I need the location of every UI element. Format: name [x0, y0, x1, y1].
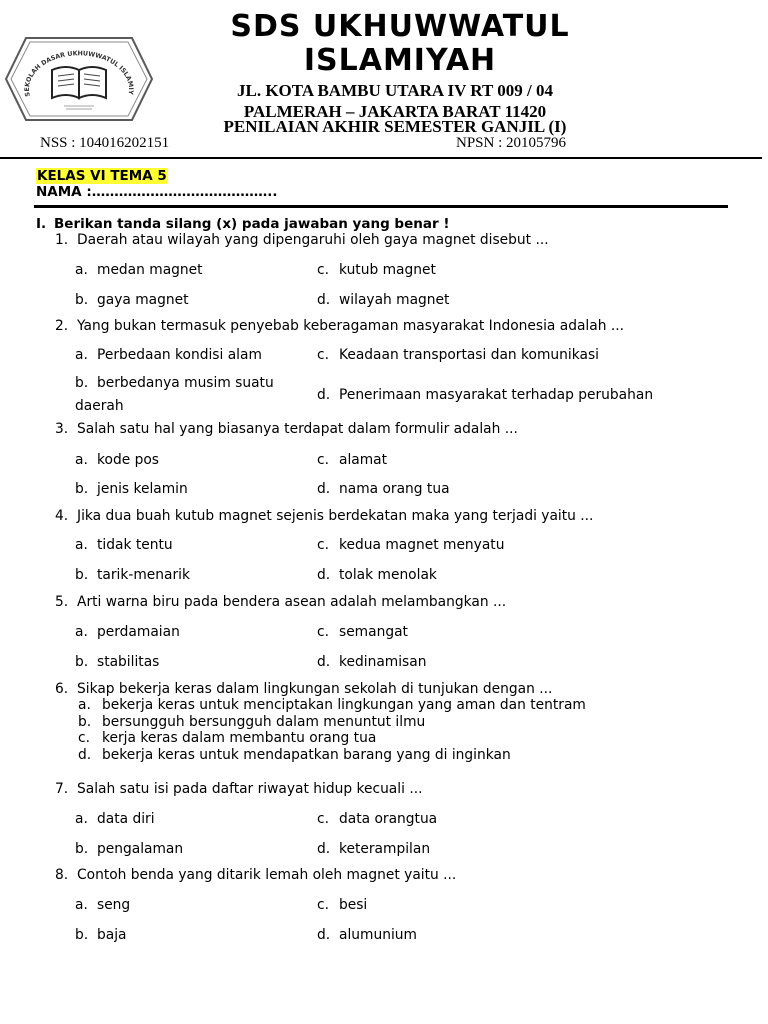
question-number: 4.: [55, 508, 69, 524]
text-label: tidak tentu: [97, 537, 173, 553]
text-label: Salah satu hal yang biasanya terdapat dalam formulir adalah ...: [77, 421, 518, 437]
question-6: [55, 681, 552, 698]
text-label: tarik-menarik: [97, 567, 190, 583]
option-letter: a.: [75, 262, 88, 278]
school-logo: [4, 36, 154, 122]
option-letter: d.: [317, 841, 331, 857]
text-label: kedua magnet menyatu: [339, 537, 505, 553]
text-label: semangat: [339, 624, 408, 640]
option-letter: d.: [317, 927, 331, 943]
option-1c[interactable]: [317, 262, 436, 279]
text-label: bersungguh bersungguh dalam menuntut ilmu: [102, 714, 426, 730]
question-7: [55, 781, 422, 798]
question-3: [55, 421, 518, 438]
text-label: wilayah magnet: [339, 292, 450, 308]
option-5a[interactable]: [75, 624, 180, 641]
option-8c[interactable]: [317, 897, 367, 914]
option-1d[interactable]: [317, 292, 449, 309]
npsn-number: NPSN : 20105796: [456, 135, 567, 151]
text-label: Penerimaan masyarakat terhadap perubahan: [339, 387, 654, 403]
text-label: Salah satu isi pada daftar riwayat hidup kecuali ...: [77, 781, 423, 797]
text-label: nama orang tua: [339, 481, 450, 497]
text-label: Keadaan transportasi dan komunikasi: [339, 347, 599, 363]
option-letter: a.: [75, 897, 88, 913]
option-2a[interactable]: [75, 347, 262, 364]
text-label: besi: [339, 897, 368, 913]
option-letter: b.: [75, 567, 89, 583]
text-label: bekerja keras untuk menciptakan lingkungan yang aman dan tentram: [102, 697, 586, 713]
option-8d[interactable]: [317, 927, 417, 944]
option-2d[interactable]: [317, 387, 653, 404]
text-label: medan magnet: [97, 262, 203, 278]
option-letter: d.: [317, 567, 331, 583]
option-letter: b.: [75, 481, 89, 497]
text-label: stabilitas: [97, 654, 160, 670]
option-4b[interactable]: [75, 567, 190, 584]
section-instruction: [36, 216, 450, 232]
option-letter: c.: [78, 730, 90, 746]
option-6a[interactable]: [78, 697, 586, 714]
text-label: baja: [97, 927, 127, 943]
question-5: [55, 594, 506, 611]
name-field[interactable]: NAMA :…………………………………..: [36, 184, 278, 200]
option-2b[interactable]: [75, 375, 274, 392]
option-letter: c.: [317, 811, 329, 827]
text-label: Jika dua buah kutub magnet sejenis berdekatan maka yang terjadi yaitu ...: [77, 508, 594, 524]
question-4: [55, 508, 593, 525]
question-8: [55, 867, 456, 884]
option-8b[interactable]: [75, 927, 127, 944]
text-label: jenis kelamin: [97, 481, 188, 497]
option-4c[interactable]: [317, 537, 504, 554]
text-label: Daerah atau wilayah yang dipengaruhi oleh gaya magnet disebut ...: [77, 232, 549, 248]
text-label: perdamaian: [97, 624, 180, 640]
nss-number: NSS : 104016202151: [40, 135, 170, 151]
text-label: seng: [97, 897, 131, 913]
option-4d[interactable]: [317, 567, 437, 584]
text-label: alamat: [339, 452, 388, 468]
option-7c[interactable]: [317, 811, 437, 828]
option-7d[interactable]: [317, 841, 430, 858]
question-number: 5.: [55, 594, 69, 610]
option-letter: b.: [75, 292, 89, 308]
student-divider: [34, 205, 728, 208]
text-label: data orangtua: [339, 811, 438, 827]
question-number: 6.: [55, 681, 69, 697]
text-label: keterampilan: [339, 841, 431, 857]
option-letter: a.: [75, 537, 88, 553]
text-label: Sikap bekerja keras dalam lingkungan sekolah di tunjukan dengan ...: [77, 681, 553, 697]
question-number: 7.: [55, 781, 69, 797]
option-3a[interactable]: [75, 452, 159, 469]
option-letter: b.: [75, 375, 89, 391]
option-letter: b.: [78, 714, 92, 730]
option-letter: c.: [317, 262, 329, 278]
option-letter: c.: [317, 537, 329, 553]
option-letter: d.: [317, 481, 331, 497]
text-label: tolak menolak: [339, 567, 437, 583]
text-label: bekerja keras untuk mendapatkan barang yang di inginkan: [102, 747, 511, 763]
text-label: Contoh benda yang ditarik lemah oleh magnet yaitu ...: [77, 867, 457, 883]
address-line-2: PALMERAH – JAKARTA BARAT 11420: [243, 102, 547, 121]
text-label: pengalaman: [97, 841, 184, 857]
instruction-text: Berikan tanda silang (x) pada jawaban yang benar !: [54, 216, 450, 232]
class-label: KELAS VI TEMA 5: [37, 168, 167, 184]
text-label: alumunium: [339, 927, 417, 943]
text-label: berbedanya musim suatu: [97, 375, 274, 391]
text-label: Arti warna biru pada bendera asean adalah melambangkan ...: [77, 594, 507, 610]
option-letter: c.: [317, 624, 329, 640]
option-letter: c.: [317, 897, 329, 913]
option-3b[interactable]: [75, 481, 188, 498]
option-letter: b.: [75, 654, 89, 670]
text-label: kedinamisan: [339, 654, 427, 670]
text-label: Perbedaan kondisi alam: [97, 347, 262, 363]
question-number: 3.: [55, 421, 69, 437]
school-name: SDS UKHUWWATUL ISLAMIYAH: [230, 9, 570, 78]
text-label: kutub magnet: [339, 262, 436, 278]
option-3d[interactable]: [317, 481, 450, 498]
question-number: 2.: [55, 318, 69, 334]
option-letter: d.: [78, 747, 92, 763]
option-letter: a.: [78, 697, 91, 713]
question-number: 8.: [55, 867, 69, 883]
option-letter: a.: [75, 347, 88, 363]
option-letter: a.: [75, 811, 88, 827]
option-7a[interactable]: [75, 811, 155, 828]
option-6d[interactable]: [78, 747, 511, 764]
option-letter: b.: [75, 841, 89, 857]
address-line-1: JL. KOTA BAMBU UTARA IV RT 009 / 04: [237, 81, 553, 100]
option-letter: d.: [317, 387, 331, 403]
question-1: [55, 232, 549, 249]
option-5c[interactable]: [317, 624, 408, 641]
exam-title-clipped: [160, 117, 630, 136]
option-5d[interactable]: [317, 654, 426, 671]
option-letter: a.: [75, 624, 88, 640]
question-number: 1.: [55, 232, 69, 248]
option-letter: a.: [75, 452, 88, 468]
option-1a[interactable]: [75, 262, 203, 279]
option-letter: d.: [317, 654, 331, 670]
text-label: kode pos: [97, 452, 159, 468]
question-2: [55, 318, 624, 335]
option-7b[interactable]: [75, 841, 183, 858]
option-2b-line2: daerah: [75, 398, 124, 414]
section-number: I.: [36, 216, 47, 232]
logo-arc-text: SEKOLAH DASAR UKHUWWATUL ISLAMIY: [23, 50, 135, 98]
text-label: kerja keras dalam membantu orang tua: [102, 730, 377, 746]
option-letter: d.: [317, 292, 331, 308]
option-8a[interactable]: [75, 897, 130, 914]
option-6c[interactable]: [78, 730, 376, 747]
option-5b[interactable]: [75, 654, 159, 671]
option-1b[interactable]: [75, 292, 189, 309]
option-letter: c.: [317, 452, 329, 468]
text-label: data diri: [97, 811, 155, 827]
option-letter: b.: [75, 927, 89, 943]
header-divider: [0, 157, 762, 159]
option-2c[interactable]: [317, 347, 599, 364]
exam-title: PENILAIAN AKHIR SEMESTER GANJIL (I): [223, 117, 567, 136]
option-4a[interactable]: [75, 537, 173, 554]
option-6b[interactable]: [78, 714, 425, 731]
option-letter: c.: [317, 347, 329, 363]
text-label: gaya magnet: [97, 292, 189, 308]
option-3c[interactable]: [317, 452, 387, 469]
text-label: Yang bukan termasuk penyebab keberagaman masyarakat Indonesia adalah ...: [77, 318, 625, 334]
